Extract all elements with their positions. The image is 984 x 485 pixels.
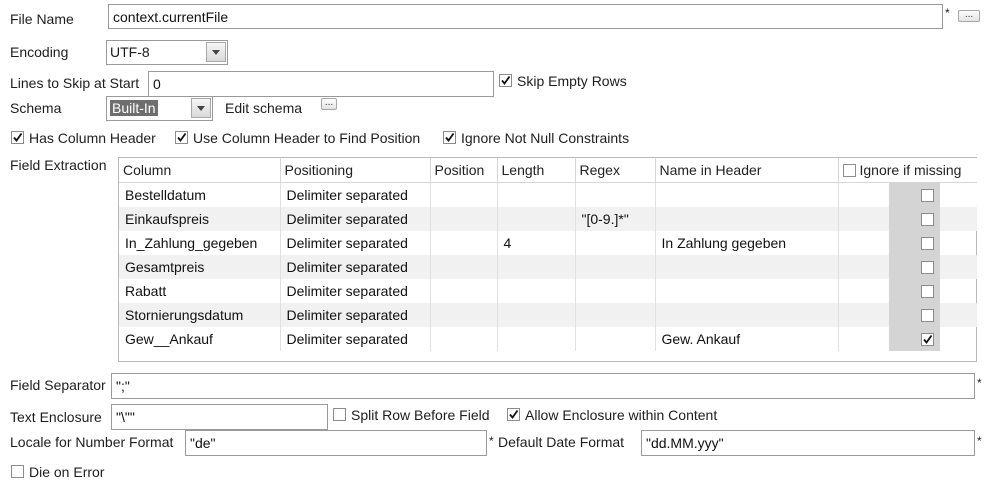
checkmark-icon — [922, 334, 933, 345]
cell-name-in-header[interactable] — [655, 279, 838, 303]
file-name-browse-button[interactable]: ... — [958, 10, 980, 22]
ignore-if-missing-checkbox[interactable] — [921, 213, 934, 226]
ignore-if-missing-checkbox[interactable] — [921, 189, 934, 202]
locale-label: Locale for Number Format — [10, 434, 174, 450]
date-format-required-marker: * — [977, 434, 982, 448]
encoding-select[interactable] — [106, 40, 228, 65]
cell-position[interactable] — [430, 279, 497, 303]
col-header-length[interactable]: Length — [497, 158, 575, 183]
cell-column[interactable]: Gesamtpreis — [119, 255, 280, 279]
cell-positioning[interactable]: Delimiter separated — [280, 255, 430, 279]
table-row[interactable] — [119, 303, 977, 327]
split-row-checkbox[interactable] — [333, 408, 346, 421]
col-header-regex[interactable]: Regex — [575, 158, 655, 183]
skip-empty-rows-checkbox[interactable] — [499, 74, 512, 87]
lines-to-skip-label: Lines to Skip at Start — [10, 75, 140, 91]
date-format-label: Default Date Format — [498, 434, 625, 450]
cell-name-in-header[interactable]: Gew. Ankauf — [655, 327, 838, 351]
cell-regex[interactable]: "[0-9.]*" — [575, 207, 655, 231]
checkmark-icon — [12, 132, 23, 143]
chevron-down-icon — [212, 50, 220, 55]
cell-name-in-header[interactable] — [655, 303, 838, 327]
checkmark-icon — [444, 132, 455, 143]
cell-column[interactable]: Einkaufspreis — [119, 207, 280, 231]
cell-positioning[interactable]: Delimiter separated — [280, 207, 430, 231]
cell-length[interactable] — [497, 303, 575, 327]
ignore-if-missing-checkbox[interactable] — [921, 333, 934, 346]
locale-required-marker: * — [489, 434, 494, 448]
file-name-input[interactable]: context.currentFile — [108, 4, 943, 29]
text-enclosure-label: Text Enclosure — [10, 409, 102, 425]
file-name-label: File Name — [10, 11, 74, 27]
schema-value: Built-In — [112, 100, 156, 116]
cell-ignore — [838, 183, 977, 208]
cell-positioning[interactable]: Delimiter separated — [280, 327, 430, 351]
has-column-header-checkbox[interactable] — [11, 131, 24, 144]
cell-ignore — [838, 207, 977, 231]
cell-ignore — [838, 279, 977, 303]
encoding-dropdown-arrow[interactable] — [206, 42, 226, 62]
cell-column[interactable]: Stornierungsdatum — [119, 303, 280, 327]
cell-position[interactable] — [430, 207, 497, 231]
cell-regex[interactable] — [575, 231, 655, 255]
cell-regex[interactable] — [575, 303, 655, 327]
cell-position[interactable] — [430, 183, 497, 208]
cell-column[interactable]: Bestelldatum — [119, 183, 280, 208]
table-row[interactable] — [119, 327, 977, 351]
field-extraction-label: Field Extraction — [10, 157, 107, 173]
cell-regex[interactable] — [575, 255, 655, 279]
col-header-position[interactable]: Position — [430, 158, 497, 183]
cell-length[interactable] — [497, 279, 575, 303]
col-header-positioning[interactable]: Positioning — [280, 158, 430, 183]
table-row[interactable] — [119, 207, 977, 231]
field-separator-label: Field Separator — [10, 377, 106, 393]
cell-position[interactable] — [430, 255, 497, 279]
cell-ignore — [838, 255, 977, 279]
cell-column[interactable]: Rabatt — [119, 279, 280, 303]
col-header-ignore-if-missing[interactable] — [838, 158, 977, 183]
ignore-if-missing-checkbox[interactable] — [921, 309, 934, 322]
cell-length[interactable]: 4 — [497, 231, 575, 255]
die-on-error-checkbox[interactable] — [11, 465, 24, 478]
chevron-down-icon — [197, 106, 205, 111]
cell-length[interactable] — [497, 183, 575, 208]
ignore-if-missing-checkbox[interactable] — [921, 237, 934, 250]
allow-enclosure-checkbox[interactable] — [507, 408, 520, 421]
cell-positioning[interactable]: Delimiter separated — [280, 183, 430, 208]
encoding-value: UTF-8 — [110, 44, 150, 60]
cell-length[interactable] — [497, 207, 575, 231]
ignore-not-null-checkbox[interactable] — [443, 131, 456, 144]
ignore-not-null-label: Ignore Not Null Constraints — [461, 130, 630, 146]
field-separator-input[interactable]: ";" — [111, 373, 975, 399]
cell-length[interactable] — [497, 255, 575, 279]
table-row[interactable] — [119, 279, 977, 303]
file-name-required-marker: * — [945, 6, 950, 20]
has-column-header-label: Has Column Header — [29, 130, 156, 146]
col-header-name-in-header[interactable]: Name in Header — [655, 158, 838, 183]
cell-positioning[interactable]: Delimiter separated — [280, 231, 430, 255]
field-separator-required-marker: * — [977, 376, 982, 390]
lines-to-skip-input[interactable]: 0 — [148, 71, 494, 97]
cell-ignore — [838, 231, 977, 255]
ignore-if-missing-checkbox[interactable] — [921, 285, 934, 298]
schema-select[interactable] — [106, 96, 213, 121]
use-column-header-checkbox[interactable] — [175, 131, 188, 144]
cell-column[interactable]: Gew__Ankauf — [119, 327, 280, 351]
cell-positioning[interactable]: Delimiter separated — [280, 303, 430, 327]
encoding-label: Encoding — [10, 44, 69, 60]
schema-label: Schema — [10, 100, 62, 116]
allow-enclosure-label: Allow Enclosure within Content — [525, 407, 718, 423]
cell-column[interactable]: In_Zahlung_gegeben — [119, 231, 280, 255]
date-format-input[interactable]: "dd.MM.yyy" — [641, 430, 975, 456]
ignore-all-checkbox[interactable] — [843, 164, 856, 177]
locale-input[interactable]: "de" — [185, 430, 487, 456]
table-row[interactable] — [119, 255, 977, 279]
cell-name-in-header[interactable] — [655, 207, 838, 231]
cell-position[interactable] — [430, 327, 497, 351]
col-header-ignore-label: Ignore if missing — [859, 162, 962, 178]
checkmark-icon — [500, 75, 511, 86]
checkmark-icon — [176, 132, 187, 143]
cell-ignore — [838, 327, 977, 351]
field-extraction-table — [119, 158, 977, 351]
table-row[interactable] — [119, 183, 977, 208]
skip-empty-rows-label: Skip Empty Rows — [517, 73, 627, 89]
edit-schema-button[interactable]: ... — [321, 98, 337, 110]
cell-regex[interactable] — [575, 327, 655, 351]
cell-regex[interactable] — [575, 183, 655, 208]
use-column-header-label: Use Column Header to Find Position — [193, 130, 421, 146]
cell-name-in-header[interactable] — [655, 183, 838, 208]
cell-length[interactable] — [497, 327, 575, 351]
schema-dropdown-arrow[interactable] — [191, 98, 211, 118]
cell-position[interactable] — [430, 303, 497, 327]
cell-position[interactable] — [430, 231, 497, 255]
cell-positioning[interactable]: Delimiter separated — [280, 279, 430, 303]
cell-regex[interactable] — [575, 279, 655, 303]
die-on-error-label: Die on Error — [29, 464, 105, 480]
text-enclosure-input[interactable]: "\"" — [111, 404, 328, 430]
edit-schema-label: Edit schema — [225, 100, 303, 116]
cell-name-in-header[interactable] — [655, 255, 838, 279]
col-header-column[interactable]: Column — [119, 158, 280, 183]
ignore-if-missing-checkbox[interactable] — [921, 261, 934, 274]
cell-ignore — [838, 303, 977, 327]
split-row-label: Split Row Before Field — [351, 407, 490, 423]
checkmark-icon — [508, 409, 519, 420]
table-row[interactable] — [119, 231, 977, 255]
cell-name-in-header[interactable]: In Zahlung gegeben — [655, 231, 838, 255]
